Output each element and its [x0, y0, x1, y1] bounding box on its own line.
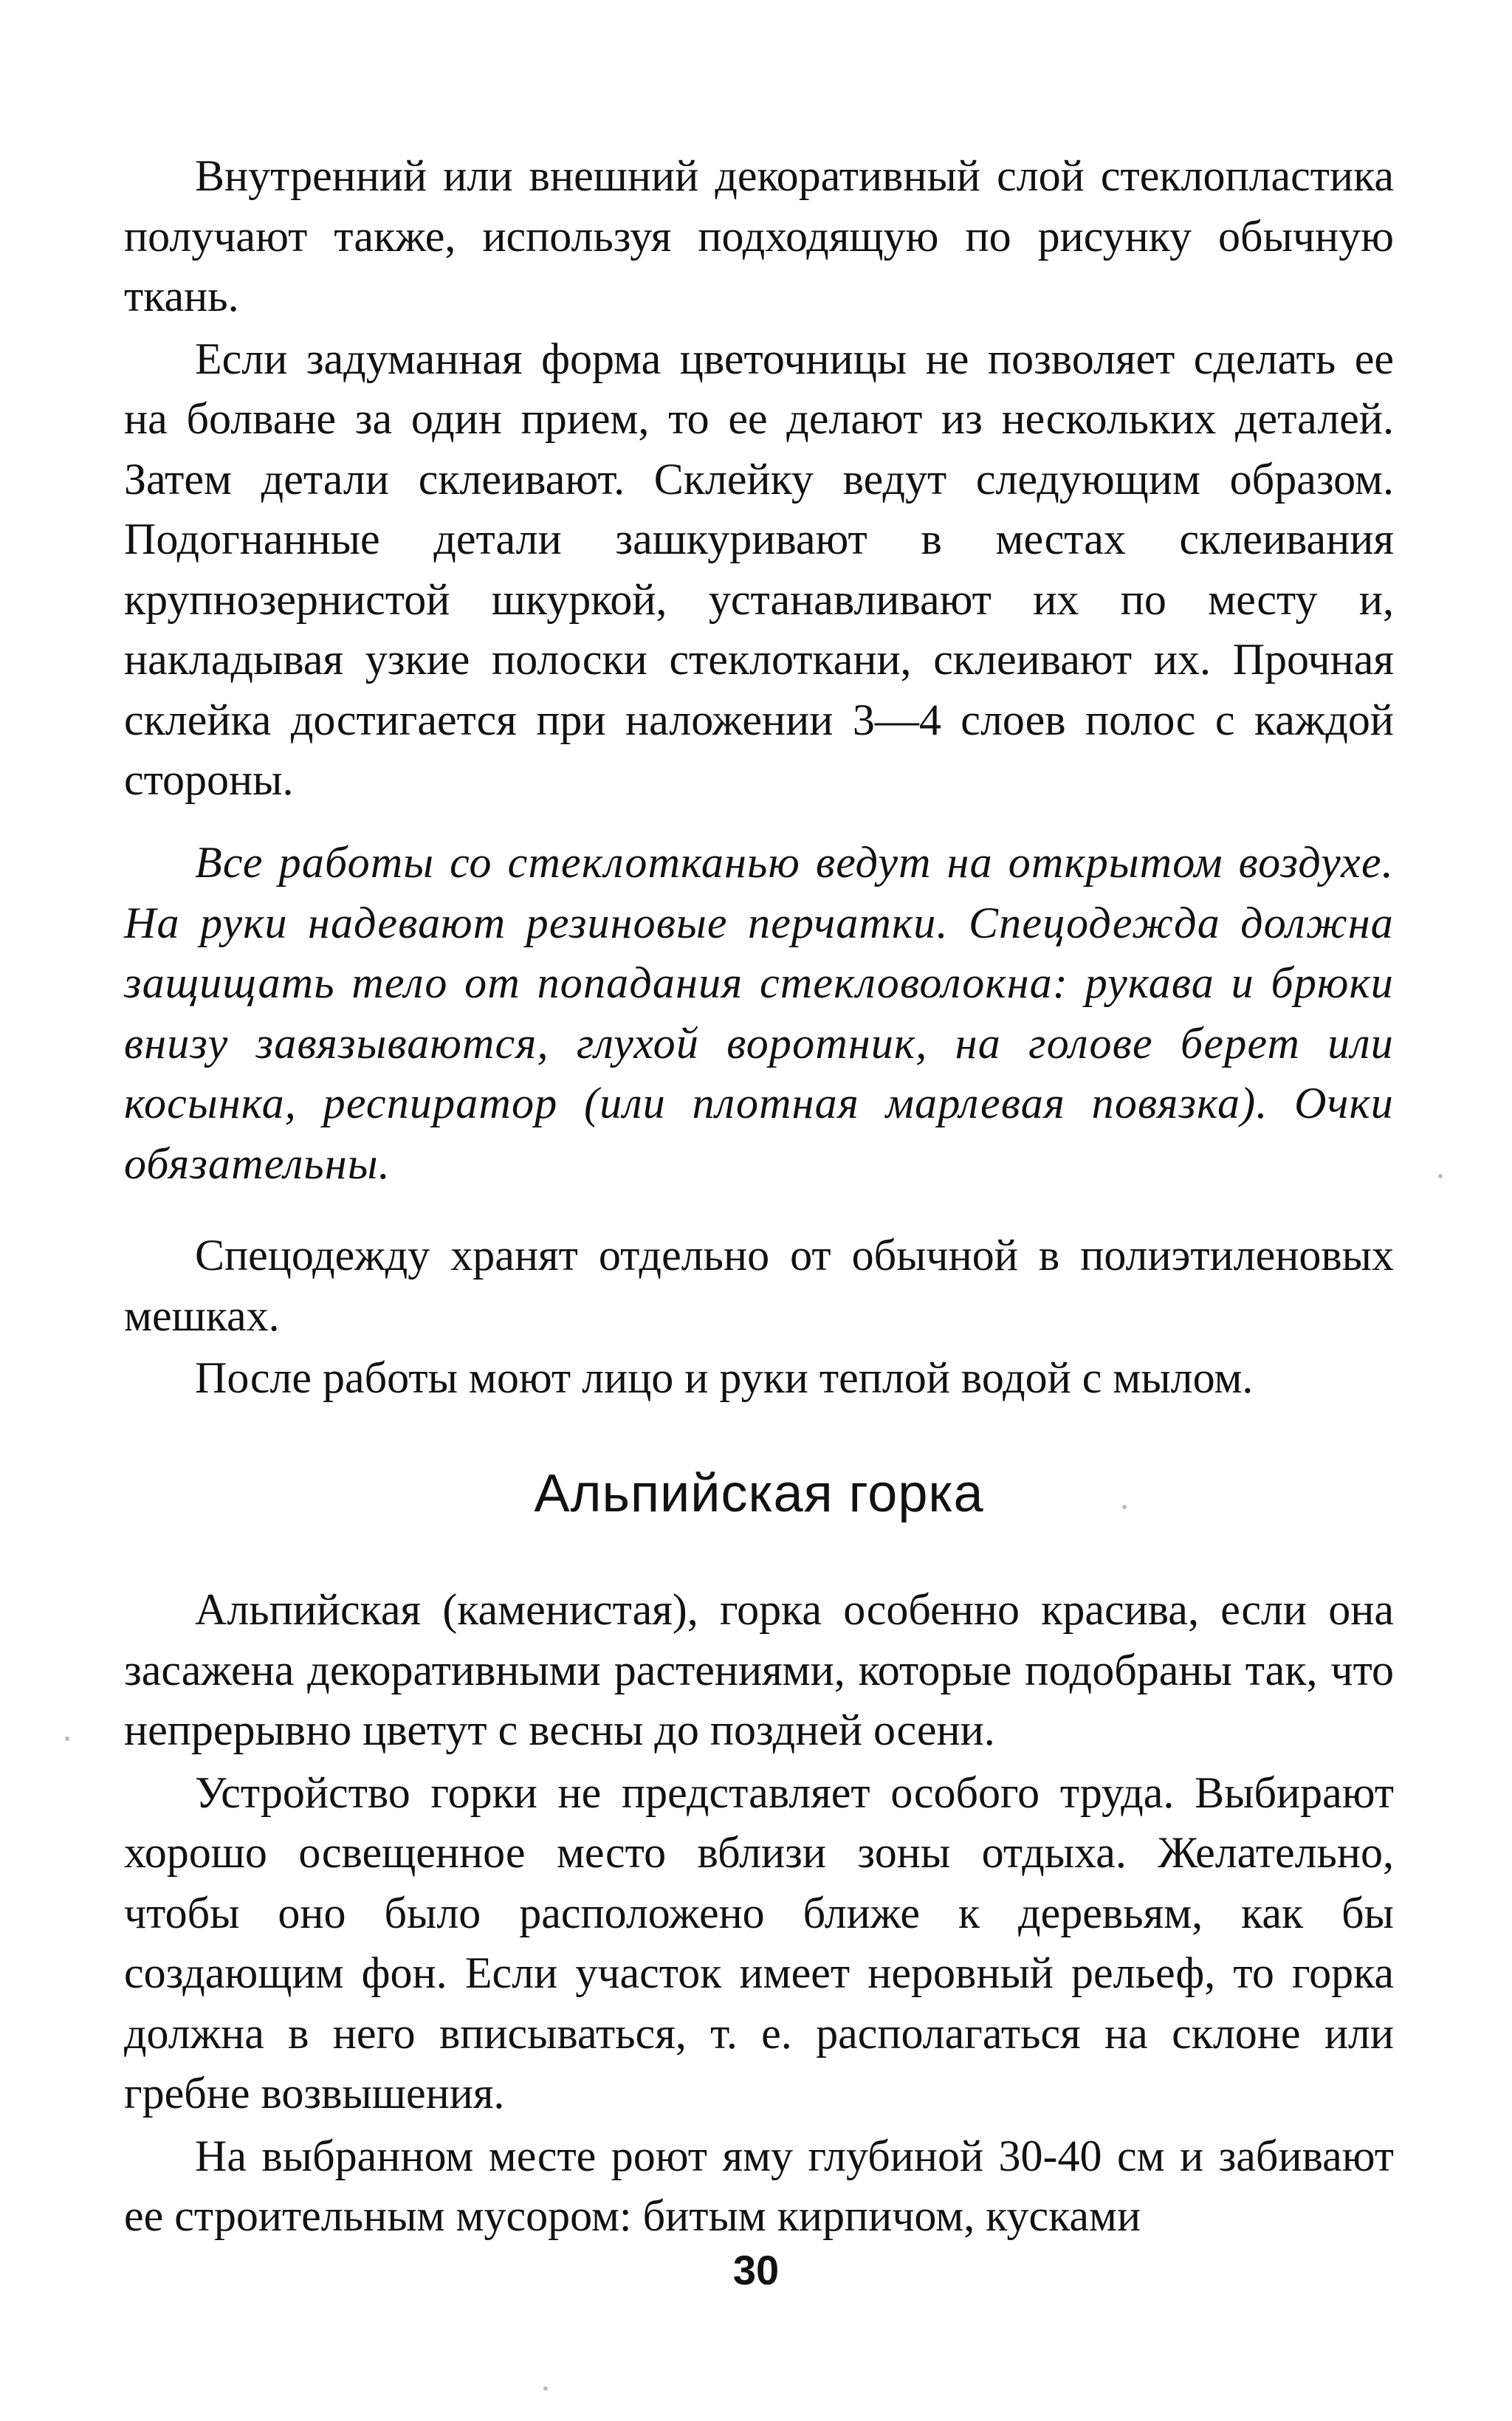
scan-speck	[65, 1737, 69, 1741]
paragraph: Устройство горки не представляет особого труда. Выбирают хорошо освещенное место вблизи зоны отдыха. Желательно, чтобы оно было расположено ближе к деревьям, как бы создающим фон. Если участок имеет неровный рельеф, то горка должна в него вписываться, т. е. располагаться на склоне или гребне возвышения.	[124, 1768, 1394, 2118]
paragraph: Спецодежду хранят отдельно от обычной в полиэтиленовых мешках.	[124, 1231, 1394, 1340]
paragraph: Альпийская (каменистая), горка особенно красива, если она засажена декоративными растениями, которые подобраны так, что непрерывно цветут с весны до поздней осени.	[124, 1585, 1394, 1754]
scan-speck	[1438, 1174, 1443, 1178]
paragraph: На выбранном месте роют яму глубиной 30-40 см и забивают ее строительным мусором: битым кирпичом, кусками	[124, 2131, 1394, 2240]
paragraph: Внутренний или внешний декоративный слой стеклопластика получают также, используя подходящую по рисунку обычную ткань.	[124, 151, 1394, 320]
scan-speck	[543, 2386, 548, 2391]
text-block-rock-garden	[124, 1580, 1394, 2247]
scan-speck	[1122, 1505, 1127, 1509]
safety-note-text: Все работы со стеклотканью ведут на открытом воздухе. На руки надевают резиновые перчатки. Спецодежда должна защищать тело от попадания стекловолокна: рукава и брюки внизу завязываются, глухой воротник, на голове берет или косынка, респиратор (или плотная марлевая повязка). Очки обязательны.	[124, 838, 1394, 1188]
text-block-workwear	[124, 1226, 1394, 1409]
safety-note	[124, 833, 1394, 1194]
text-block-fiberglass	[124, 146, 1394, 811]
page-number: 30	[732, 2247, 780, 2293]
paragraph: После работы моют лицо и руки теплой водой с мылом.	[195, 1353, 1254, 1402]
paragraph: Если задуманная форма цветочницы не позволяет сделать ее на болване за один прием, то ее делают из нескольких деталей. Затем детали склеивают. Склейку ведут следующим образом. Подогнанные детали зашкуривают в местах склеивания крупнозернистой шкуркой, устанавливают их по месту и, накладывая узкие полоски стеклоткани, склеивают их. Прочная склейка достигается при наложении 3—4 слоев полос с каждой стороны.	[124, 334, 1394, 804]
section-heading: Альпийская горка	[534, 1464, 984, 1523]
